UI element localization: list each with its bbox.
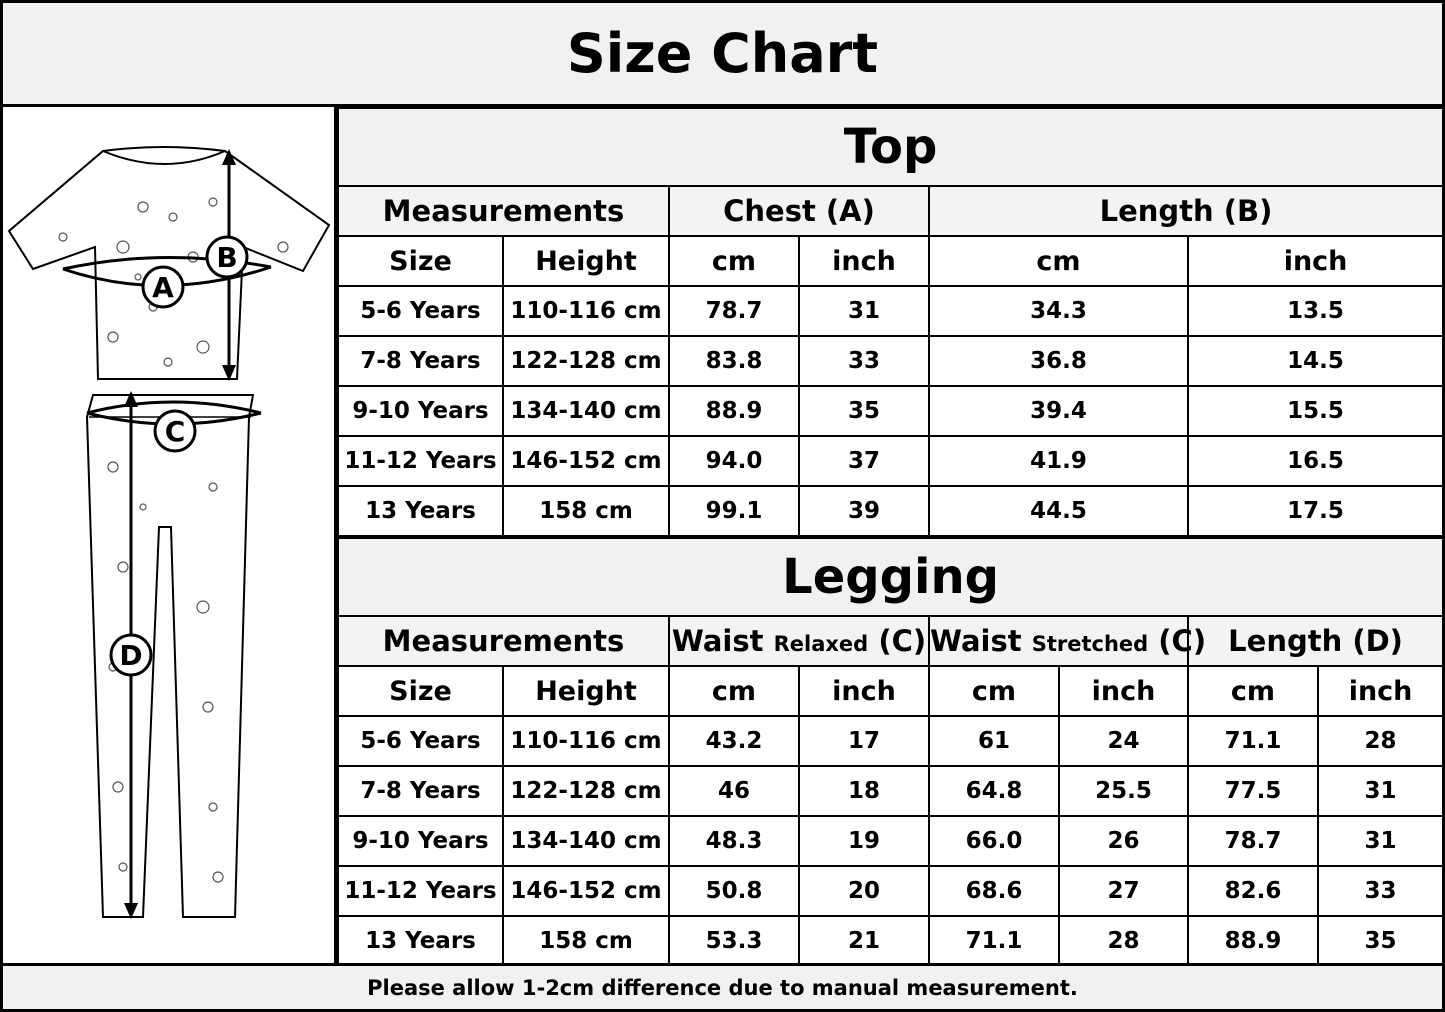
length-cm-cell: 71.1 [1188,716,1318,766]
waist-stretched-inch-cell: 28 [1059,916,1188,966]
length-inch-cell: 17.5 [1188,486,1443,536]
waist-relaxed-qualifier: Relaxed [773,632,869,656]
waist-relaxed-cm-header: cm [669,666,799,716]
waist-stretched-cm-header: cm [929,666,1059,716]
length-inch-cell: 35 [1318,916,1443,966]
tshirt-outline [9,147,329,379]
legging-waist-stretched-header [929,616,1207,666]
height-cell: 146-152 cm [503,866,669,916]
waist-relaxed-inch-cell: 20 [799,866,929,916]
length-inch-cell: 13.5 [1188,286,1443,336]
height-cell: 110-116 cm [503,716,669,766]
height-cell: 146-152 cm [503,436,669,486]
size-cell: 9-10 Years [338,386,503,436]
height-cell: 122-128 cm [503,766,669,816]
garment-illustration-panel [3,107,337,963]
height-cell: 122-128 cm [503,336,669,386]
waist-relaxed-inch-cell: 18 [799,766,929,816]
length-cm-cell: 36.8 [929,336,1188,386]
size-cell: 5-6 Years [338,286,503,336]
table-row [338,716,1443,766]
top-size-table [337,107,1444,537]
length-cm-cell: 39.4 [929,386,1188,436]
svg-text:C: C [164,415,186,448]
waist-stretched-main: Waist [930,624,1022,658]
length-inch-cell: 15.5 [1188,386,1443,436]
label-c [155,411,195,451]
length-cm-cell: 44.5 [929,486,1188,536]
waist-stretched-inch-cell: 27 [1059,866,1188,916]
legging-length-inch-header: inch [1318,666,1443,716]
waist-stretched-cm-cell: 64.8 [929,766,1059,816]
length-inch-cell: 31 [1318,766,1443,816]
size-cell: 5-6 Years [338,716,503,766]
size-cell: 7-8 Years [338,336,503,386]
label-b [207,237,247,277]
top-measurements-header: Measurements [338,186,669,236]
chest-cm-cell: 78.7 [669,286,799,336]
waist-stretched-tag: (C) [1158,624,1207,658]
chest-inch-cell: 33 [799,336,929,386]
height-cell: 158 cm [503,486,669,536]
height-cell: 134-140 cm [503,386,669,436]
waist-relaxed-main: Waist [671,624,764,658]
top-length-header: Length (B) [929,186,1443,236]
waist-relaxed-tag: (C) [878,624,927,658]
length-inch-cell: 16.5 [1188,436,1443,486]
waist-relaxed-inch-header: inch [799,666,929,716]
size-cell: 13 Years [338,916,503,966]
size-cell: 9-10 Years [338,816,503,866]
waist-stretched-qualifier: Stretched [1031,632,1149,656]
legging-length-cm-header: cm [1188,666,1318,716]
top-length-cm-header: cm [929,236,1188,286]
legging-waist-relaxed-header [669,616,929,666]
waist-stretched-cm-cell: 68.6 [929,866,1059,916]
chest-inch-cell: 37 [799,436,929,486]
waist-relaxed-cm-cell: 53.3 [669,916,799,966]
waist-stretched-inch-cell: 24 [1059,716,1188,766]
waist-relaxed-inch-cell: 17 [799,716,929,766]
length-cm-cell: 88.9 [1188,916,1318,966]
table-row [338,816,1443,866]
length-cm-cell: 78.7 [1188,816,1318,866]
legging-size-col-header: Size [338,666,503,716]
legging-height-col-header: Height [503,666,669,716]
top-height-col-header: Height [503,236,669,286]
length-cm-cell: 34.3 [929,286,1188,336]
chest-cm-cell: 83.8 [669,336,799,386]
waist-stretched-inch-header: inch [1059,666,1188,716]
length-inch-cell: 33 [1318,866,1443,916]
waist-stretched-cm-cell: 61 [929,716,1059,766]
size-cell: 11-12 Years [338,866,503,916]
waist-relaxed-inch-cell: 21 [799,916,929,966]
footer-note: Please allow 1-2cm difference due to manual measurement. [3,963,1442,1009]
page-title: Size Chart [3,3,1442,107]
chest-cm-cell: 99.1 [669,486,799,536]
waist-stretched-inch-cell: 25.5 [1059,766,1188,816]
legging-length-header: Length (D) [1188,616,1443,666]
legging-section-title: Legging [338,538,1443,616]
waist-relaxed-cm-cell: 46 [669,766,799,816]
table-row [338,436,1443,486]
length-cm-cell: 82.6 [1188,866,1318,916]
table-row [338,386,1443,436]
length-cm-cell: 41.9 [929,436,1188,486]
chest-inch-cell: 31 [799,286,929,336]
svg-text:B: B [216,241,238,274]
waist-relaxed-cm-cell: 48.3 [669,816,799,866]
table-row [338,486,1443,536]
svg-text:A: A [152,271,174,304]
length-inch-cell: 14.5 [1188,336,1443,386]
top-section-title: Top [338,108,1443,186]
height-cell: 134-140 cm [503,816,669,866]
waist-stretched-cm-cell: 71.1 [929,916,1059,966]
top-chest-inch-header: inch [799,236,929,286]
garment-illustration [3,107,334,963]
table-row [338,336,1443,386]
chest-inch-cell: 35 [799,386,929,436]
legging-measurements-header: Measurements [338,616,669,666]
waist-stretched-inch-cell: 26 [1059,816,1188,866]
label-a [143,267,183,307]
svg-text:D: D [119,639,143,672]
size-cell: 11-12 Years [338,436,503,486]
top-length-inch-header: inch [1188,236,1443,286]
table-row [338,766,1443,816]
waist-relaxed-cm-cell: 50.8 [669,866,799,916]
table-row [338,286,1443,336]
size-cell: 7-8 Years [338,766,503,816]
waist-stretched-cm-cell: 66.0 [929,816,1059,866]
legging-size-table [337,537,1444,967]
top-chest-header: Chest (A) [669,186,929,236]
height-cell: 158 cm [503,916,669,966]
top-chest-cm-header: cm [669,236,799,286]
height-cell: 110-116 cm [503,286,669,336]
length-inch-cell: 28 [1318,716,1443,766]
top-size-col-header: Size [338,236,503,286]
size-cell: 13 Years [338,486,503,536]
chest-cm-cell: 94.0 [669,436,799,486]
chest-cm-cell: 88.9 [669,386,799,436]
waist-relaxed-cm-cell: 43.2 [669,716,799,766]
length-inch-cell: 31 [1318,816,1443,866]
table-row [338,866,1443,916]
tables-panel [337,107,1442,963]
table-row [338,916,1443,966]
chest-inch-cell: 39 [799,486,929,536]
length-cm-cell: 77.5 [1188,766,1318,816]
waist-relaxed-inch-cell: 19 [799,816,929,866]
label-d [111,635,151,675]
